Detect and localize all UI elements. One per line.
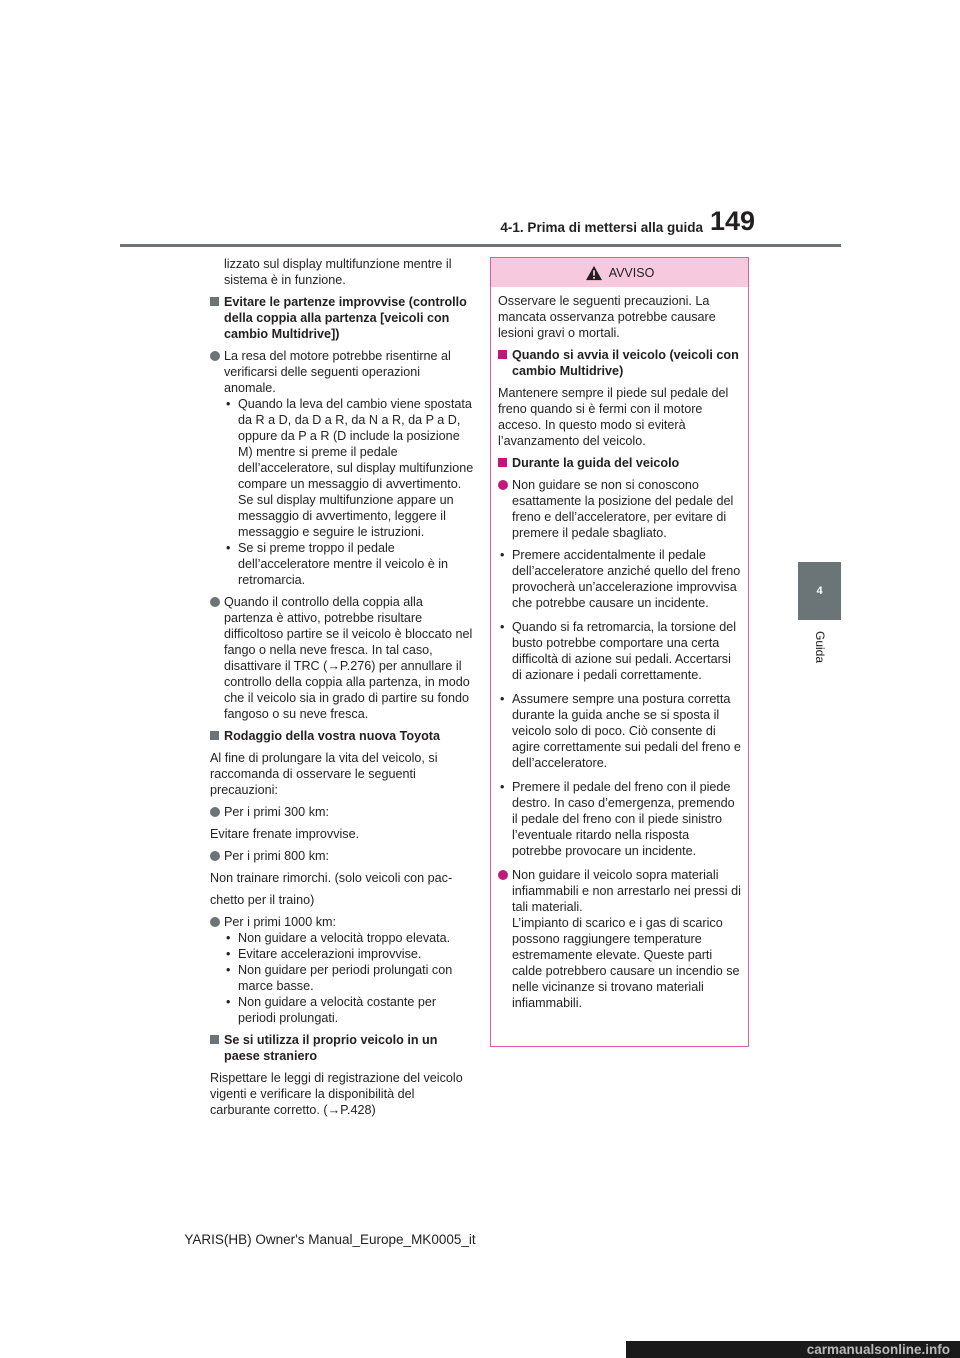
list-item bbox=[210, 914, 475, 1026]
footer-text: YARIS(HB) Owner's Manual_Europe_MK0005_it bbox=[184, 1232, 476, 1247]
warning-header bbox=[491, 258, 748, 287]
warning-intro: Osservare le seguenti precauzioni. La mancata osservanza potrebbe causare lesioni gravi o mortali. bbox=[498, 294, 716, 340]
list-item-text: La resa del motore potrebbe risentirne al verificarsi delle seguenti operazioni anomale. bbox=[224, 349, 451, 395]
section-heading-partenze: Evitare le partenze improvvise (controllo della coppia alla partenza [veicoli con cambio Multidrive]) bbox=[210, 294, 475, 342]
continued-text: lizzato sul display multifunzione mentre il sistema è in funzione. bbox=[224, 257, 452, 287]
list-item bbox=[210, 804, 475, 820]
list-item-text: Per i primi 1000 km: bbox=[224, 915, 336, 929]
section-heading-rodaggio: Rodaggio della vostra nuova Toyota bbox=[210, 728, 475, 744]
list-item bbox=[498, 477, 742, 541]
bullet-dot-icon bbox=[210, 597, 220, 607]
sub-list bbox=[498, 547, 742, 859]
sub-list-item: • Premere accidentalmente il pedale dell’acceleratore anziché quello del freno provocherà un’accelerazione improvvisa che potrebbe causare un incidente. bbox=[498, 547, 742, 611]
list-item-text: Per i primi 800 km: bbox=[224, 849, 329, 863]
sub-list-item: • Quando la leva del cambio viene spostata da R a D, da D a R, da N a R, da P a D, oppure da P a R (D include la posizione M) mentre si preme il pedale dell’acceleratore, sul display multifunzione compare un messaggio di avvertimento. Se sul display multifunzione appare un messaggio di avvertimento, leggere il messaggio e seguire le istruzioni. bbox=[224, 396, 475, 540]
watermark[interactable]: carmanualsonline.info bbox=[626, 1341, 960, 1358]
bullet-dot-icon bbox=[210, 917, 220, 927]
list-item-text: L’impianto di scarico e i gas di scarico possono raggiungere temperature estremamente elevate. Queste parti calde potrebbero causare un incendio se nelle vicinanze si trovano materiali infiammabili. bbox=[512, 916, 740, 1010]
list-item-text: Non guidare il veicolo sopra materiali infiammabili e non arrestarlo nei pressi di tali materiali. bbox=[512, 868, 741, 914]
list-item-text: Per i primi 300 km: bbox=[224, 805, 329, 819]
paragraph: Rispettare le leggi di registrazione del veicolo vigenti e verificare la disponibilità del carburante corretto. (→P.428) bbox=[210, 1071, 463, 1117]
bullet-dot-icon bbox=[210, 851, 220, 861]
warning-box bbox=[490, 257, 749, 1047]
paragraph: chetto per il traino) bbox=[210, 893, 315, 907]
list-item-text: Quando il controllo della coppia alla partenza è attivo, potrebbe risultare difficoltoso partire se il veicolo è bloccato nel fango o nella neve fresca. In tal caso, disattivare il TRC (→P.276) per annullare il controllo della coppia alla partenza, in modo che il veicolo sia in grado di partire su fondo fangoso o su neve fresca. bbox=[224, 595, 473, 721]
sub-list-item: • Se si preme troppo il pedale dell’acceleratore mentre il veicolo è in retromarcia. bbox=[224, 540, 475, 588]
warning-title: AVVISO bbox=[608, 265, 655, 280]
sub-list bbox=[224, 396, 475, 588]
paragraph: Non trainare rimorchi. (solo veicoli con pac- bbox=[210, 871, 453, 885]
header-divider bbox=[120, 244, 841, 247]
warning-body bbox=[491, 287, 748, 1011]
list-item bbox=[210, 348, 475, 588]
bullet-dot-icon bbox=[210, 351, 220, 361]
sub-list-item: • Quando si fa retromarcia, la torsione del busto potrebbe comportare una certa difficoltà di azione sui pedali. Accertarsi di azionare i pedali correttamente. bbox=[498, 619, 742, 683]
sub-list-item: • Assumere sempre una postura corretta durante la guida anche se si sposta il veicolo solo di poco. Ciò consente di agire correttamente sui pedali del freno e dell’acceleratore. bbox=[498, 691, 742, 771]
sub-list-item: • Non guidare per periodi prolungati con marce basse. bbox=[224, 962, 475, 994]
sub-list bbox=[224, 930, 475, 1026]
paragraph: Mantenere sempre il piede sul pedale del freno quando si è fermi con il motore acceso. In questo modo si eviterà l’avanzamento del veicolo. bbox=[498, 386, 729, 448]
bullet-dot-icon bbox=[210, 807, 220, 817]
bullet-dot-icon bbox=[498, 480, 508, 490]
warning-heading-guida: Durante la guida del veicolo bbox=[498, 455, 742, 471]
list-item bbox=[498, 867, 742, 1011]
left-column bbox=[210, 256, 475, 1124]
chapter-tab[interactable]: 4 bbox=[798, 562, 841, 620]
chapter-name-label: Guida bbox=[813, 630, 827, 664]
list-item-text: Non guidare se non si conoscono esattamente la posizione del pedale del freno e dell’acceleratore, per evitare di premere il pedale sbagliato. bbox=[512, 478, 734, 540]
list-item bbox=[210, 848, 475, 864]
paragraph: Evitare frenate improvvise. bbox=[210, 827, 360, 841]
section-heading-paese-straniero: Se si utilizza il proprio veicolo in un paese straniero bbox=[210, 1032, 475, 1064]
chapter-name bbox=[792, 627, 848, 667]
warning-heading-avvio: Quando si avvia il veicolo (veicoli con cambio Multidrive) bbox=[498, 347, 742, 379]
sub-list-item: • Premere il pedale del freno con il piede destro. In caso d’emergenza, premendo il pedale del freno con il piede sinistro l’eventuale ritardo nella risposta potrebbe provocare un incidente. bbox=[498, 779, 742, 859]
sub-list-item: • Evitare accelerazioni improvvise. bbox=[224, 946, 475, 962]
sub-list-item: • Non guidare a velocità costante per periodi prolungati. bbox=[224, 994, 475, 1026]
section-title: 4-1. Prima di mettersi alla guida bbox=[500, 220, 703, 235]
paragraph: Al fine di prolungare la vita del veicolo, si raccomanda di osservare le seguenti precauzioni: bbox=[210, 751, 438, 797]
page-number: 149 bbox=[710, 206, 756, 236]
list-item bbox=[210, 594, 475, 722]
sub-list-item: • Non guidare a velocità troppo elevata. bbox=[224, 930, 475, 946]
warning-triangle-icon bbox=[585, 265, 603, 281]
bullet-dot-icon bbox=[498, 870, 508, 880]
